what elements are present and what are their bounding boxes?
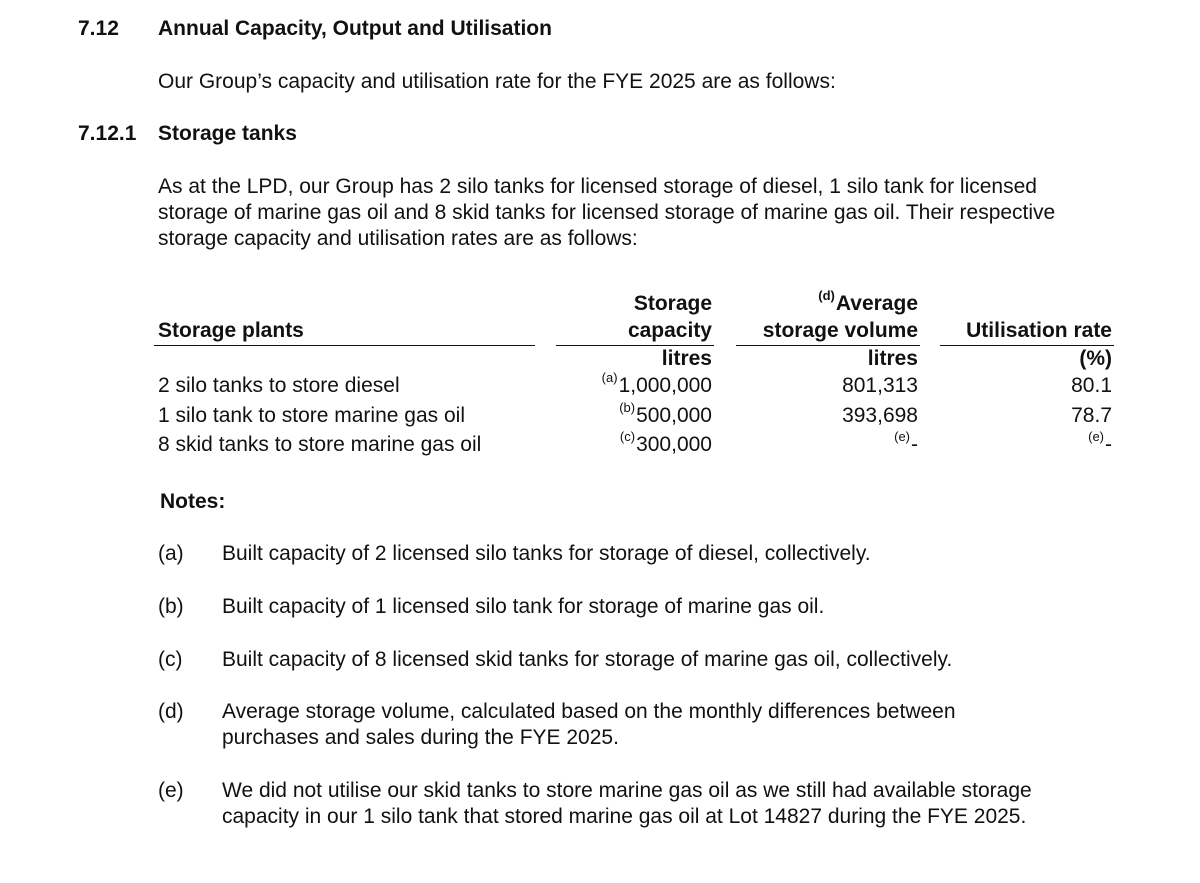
row-3-utilisation-value: - <box>1105 433 1112 456</box>
note-b-line-1: Built capacity of 1 licensed silo tank for storage of marine gas oil. <box>222 595 825 618</box>
row-3-capacity <box>560 429 712 458</box>
subsection-number: 7.12.1 <box>78 122 137 145</box>
row-2-capacity-value: 500,000 <box>636 404 712 427</box>
header-capacity-line2: capacity <box>627 319 712 342</box>
note-d-line-1: Average storage volume, calculated based on the monthly differences between <box>222 700 956 723</box>
unit-utilisation: (%) <box>1079 347 1112 370</box>
note-a-line-1: Built capacity of 2 licensed silo tanks for storage of diesel, collectively. <box>222 542 871 565</box>
row-3-volume <box>740 429 918 458</box>
row-1-plant: 2 silo tanks to store diesel <box>158 374 400 397</box>
note-c-label: (c) <box>158 648 183 671</box>
row-2-plant: 1 silo tank to store marine gas oil <box>158 404 465 427</box>
note-e-label: (e) <box>158 779 184 802</box>
header-volume-line2: storage volume <box>762 319 918 342</box>
section-intro: Our Group’s capacity and utilisation rate for the FYE 2025 are as follows: <box>158 70 836 93</box>
section-number: 7.12 <box>78 17 119 40</box>
row-3-plant: 8 skid tanks to store marine gas oil <box>158 433 482 456</box>
row-3-capacity-value: 300,000 <box>636 433 712 456</box>
header-volume-sup: (d) <box>818 288 835 304</box>
paragraph-line-3: storage capacity and utilisation rates are as follows: <box>158 227 638 250</box>
row-1-capacity <box>560 370 712 399</box>
subsection-title: Storage tanks <box>158 122 297 145</box>
row-3-utilisation <box>940 429 1112 458</box>
row-2-capacity-sup: (b) <box>619 400 636 416</box>
row-3-volume-sup: (e) <box>894 429 910 445</box>
row-1-capacity-sup: (a) <box>601 370 618 386</box>
note-c-line-1: Built capacity of 8 licensed skid tanks for storage of marine gas oil, collectively. <box>222 648 953 671</box>
header-storage-plants: Storage plants <box>158 319 304 342</box>
header-volume-line1 <box>740 288 918 317</box>
row-2-utilisation: 78.7 <box>1071 404 1112 427</box>
row-1-utilisation: 80.1 <box>1071 374 1112 397</box>
row-1-capacity-value: 1,000,000 <box>618 374 712 397</box>
unit-capacity: litres <box>661 347 712 370</box>
row-3-utilisation-sup: (e) <box>1088 429 1104 445</box>
row-2-volume: 393,698 <box>842 404 918 427</box>
section-title: Annual Capacity, Output and Utilisation <box>158 17 552 40</box>
row-1-volume: 801,313 <box>842 374 918 397</box>
note-d-label: (d) <box>158 700 184 723</box>
row-3-volume-value: - <box>911 433 918 456</box>
note-d-line-2: purchases and sales during the FYE 2025. <box>222 726 619 749</box>
notes-heading: Notes: <box>160 490 226 513</box>
row-2-capacity <box>560 400 712 429</box>
note-e-line-2: capacity in our 1 silo tank that stored marine gas oil at Lot 14827 during the FYE 2025. <box>222 805 1027 828</box>
note-a-label: (a) <box>158 542 184 565</box>
header-capacity-line1: Storage <box>633 292 712 315</box>
header-rule-plants <box>154 345 535 346</box>
header-utilisation: Utilisation rate <box>966 319 1112 342</box>
note-b-label: (b) <box>158 595 184 618</box>
paragraph-line-1: As at the LPD, our Group has 2 silo tanks for licensed storage of diesel, 1 silo tank for licensed <box>158 175 1037 198</box>
note-e-line-1: We did not utilise our skid tanks to store marine gas oil as we still had available storage <box>222 779 1032 802</box>
row-3-capacity-sup: (c) <box>619 429 636 445</box>
header-volume-text: Average <box>835 292 918 315</box>
paragraph-line-2: storage of marine gas oil and 8 skid tanks for licensed storage of marine gas oil. Their respective <box>158 201 1056 224</box>
unit-volume: litres <box>867 347 918 370</box>
